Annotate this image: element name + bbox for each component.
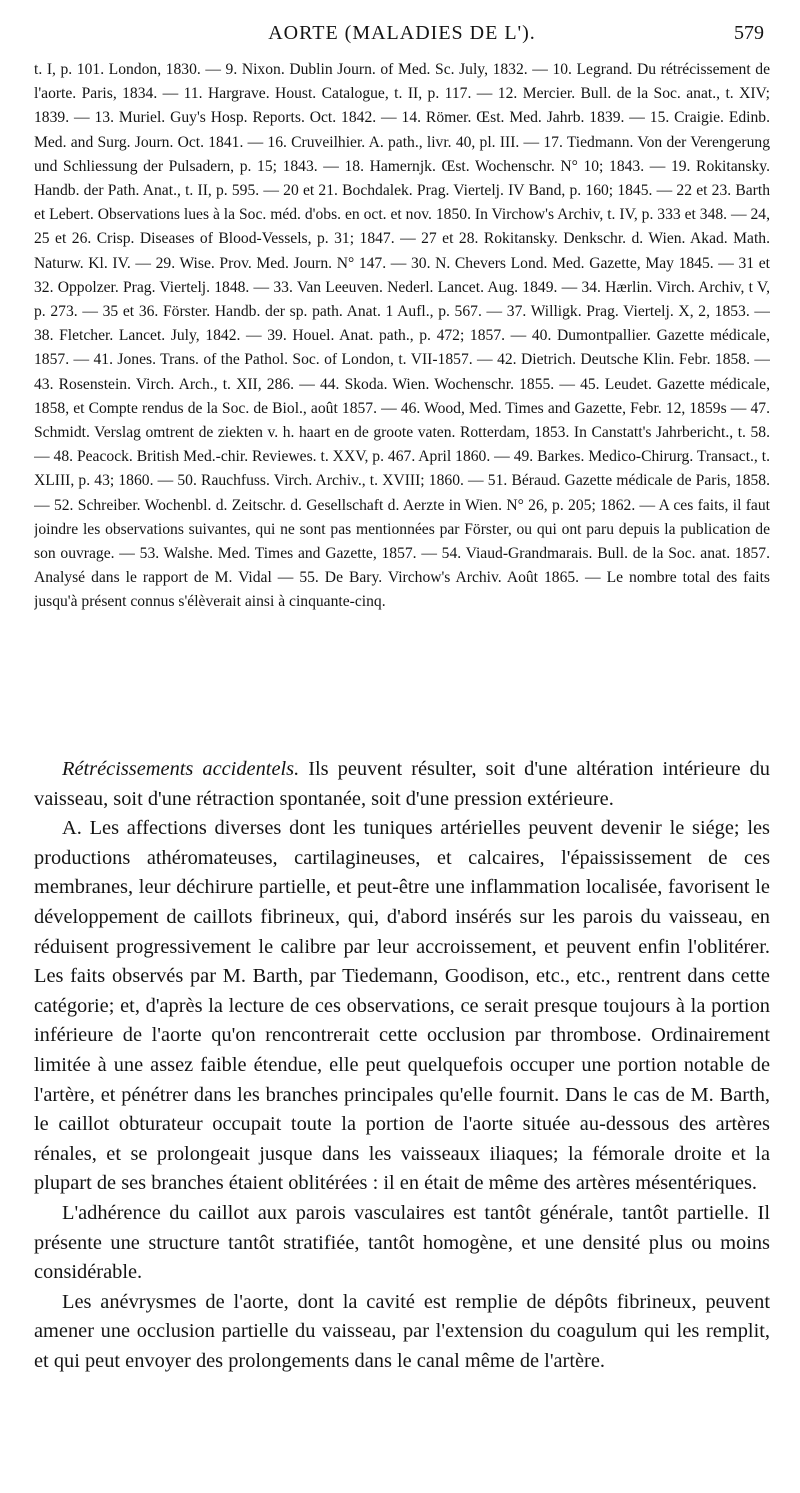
body-paragraph: L'adhérence du caillot aux parois vasculaires est tantôt générale, tantôt partielle. Il présente une structure tantôt stratifiée, tantôt homogène, et une densité plus ou moins considérable. bbox=[34, 1201, 770, 1284]
main-text bbox=[34, 755, 770, 1376]
running-title: AORTE (MALADIES DE L'). bbox=[268, 22, 536, 44]
page-number: 579 bbox=[734, 22, 764, 44]
body-paragraph: Les anévrysmes de l'aorte, dont la cavité est remplie de dépôts fibrineux, peuvent amener une occlusion partielle du vaisseau, par l'extension du coagulum qui les remplit, et qui peut envoyer des prolongements dans le canal même de l'artère. bbox=[34, 1290, 770, 1372]
section-gap bbox=[34, 713, 770, 755]
bibliography-footnote: t. I, p. 101. London, 1830. — 9. Nixon. Dublin Journ. of Med. Sc. July, 1832. — 10. Legrand. Du rétrécissement de l'aorte. Paris, 1834. — 11. Hargrave. Houst. Catalogue, t. II, p. 117. — 12. Mercier. Bull. de la Soc. anat., t. XIV; 1839. — 13. Muriel. Guy's Hosp. Reports. Oct. 1842. — 14. Römer. Œst. Med. Jahrb. 1839. — 15. Craigie. Edinb. Med. and Surg. Journ. Oct. 1841. — 16. Cruveilhier. A. path., livr. 40, pl. III. — 17. Tiedmann. Von der Verengerung und Schliessung der Pulsadern, p. 15; 1843. — 18. Hamernjk. Œst. Wochenschr. N° 10; 1843. — 19. Rokitansky. Handb. der Path. Anat., t. II, p. 595. — 20 et 21. Bochdalek. Prag. Viertelj. IV Band, p. 160; 1845. — 22 et 23. Barth et Lebert. Observations lues à la Soc. méd. d'obs. en oct. et nov. 1850. In Virchow's Archiv, t. IV, p. 333 et 348. — 24, 25 et 26. Crisp. Diseases of Blood-Vessels, p. 31; 1847. — 27 et 28. Rokitansky. Denkschr. d. Wien. Akad. Math. Naturw. Kl. IV. — 29. Wise. Prov. Med. Journ. N° 147. — 30. N. Chevers Lond. Med. Gazette, May 1845. — 31 et 32. Oppolzer. Prag. Viertelj. 1848. — 33. Van Leeuven. Nederl. Lancet. Aug. 1849. — 34. Hærlin. Virch. Archiv, t V, p. 273. — 35 et 36. Förster. Handb. der sp. path. Anat. 1 Aufl., p. 567. — 37. Willigk. Prag. Viertelj. X, 2, 1853. — 38. Fletcher. Lancet. July, 1842. — 39. Houel. Anat. path., p. 472; 1857. — 40. Dumontpallier. Gazette médicale, 1857. — 41. Jones. Trans. of the Pathol. Soc. of London, t. VII-1857. — 42. Dietrich. Deutsche Klin. Febr. 1858. — 43. Rosenstein. Virch. Arch., t. XII, 286. — 44. Skoda. Wien. Wochenschr. 1855. — 45. Leudet. Gazette médicale, 1858, et Compte rendus de la Soc. de Biol., août 1857. — 46. Wood, Med. Times and Gazette, Febr. 12, 1859s — 47. Schmidt. Verslag omtrent de ziekten v. h. haart en de groote vaten. Rotterdam, 1853. In Canstatt's Jahrbericht., t. 58. — 48. Peacock. British Med.-chir. Reviewes. t. XXV, p. 467. April 1860. — 49. Barkes. Medico-Chirurg. Transact., t. XLIII, p. 43; 1860. — 50. Rauchfuss. Virch. Archiv., t. XVIII; 1860. — 51. Béraud. Gazette médicale de Paris, 1858. — 52. Schreiber. Wochenbl. d. Zeitschr. d. Gesellschaft d. Aerzte in Wien. N° 26, p. 205; 1862. — A ces faits, il faut joindre les observations suivantes, qui ne sont pas mentionnées par Förster, ou qui ont paru depuis la publication de son ouvrage. — 53. Walshe. Med. Times and Gazette, 1857. — 54. Viaud-Grandmarais. Bull. de la Soc. anat. 1857. Analysé dans le rapport de M. Vidal — 55. De Bary. Virchow's Archiv. Août 1865. — Le nombre total des faits jusqu'à présent connus s'élèverait ainsi à cinquante-cinq. bbox=[34, 61, 770, 611]
body-paragraph: A. Les affections diverses dont les tuniques artérielles peuvent devenir le siége; les productions athéromateuses, cartilagineuses, et calcaires, l'épaississement de ces membranes, leur déchirure partielle, et peut-être une inflammation localisée, favorisent le développement de caillots fibrineux, qui, d'abord insérés sur les parois du vaisseau, en réduisent progressivement le calibre par leur accroissement, et peuvent enfin l'oblitérer. Les faits observés par M. Barth, par Tiedemann, Goodison, etc., etc., rentrent dans cette catégorie; et, d'après la lecture de ces observations, ce serait presque toujours à la portion inférieure de l'aorte qu'on rencontrerait cette occlusion par thrombose. Ordinairement limitée à une assez faible étendue, elle peut quelquefois occuper une portion notable de l'artère, et pénétrer dans les branches principales qu'elle fournit. Dans le cas de M. Barth, le caillot obturateur occupait toute la portion de l'aorte située au-dessous des artères rénales, et se prolongeait jusque dans les vaisseaux iliaques; la fémorale droite et la plupart de ses branches étaient oblitérées : il en était de même des artères mésentériques. bbox=[34, 817, 770, 1195]
section-intro-paragraph bbox=[34, 755, 770, 814]
page-header bbox=[34, 22, 770, 58]
section-heading: Rétrécissements accidentels. bbox=[62, 758, 300, 780]
section-intro-text: Ils peuvent résulter, soit d'une altération intérieure du vaisseau, soit d'une rétraction spontanée, soit d'une pression extérieure. bbox=[34, 758, 770, 810]
